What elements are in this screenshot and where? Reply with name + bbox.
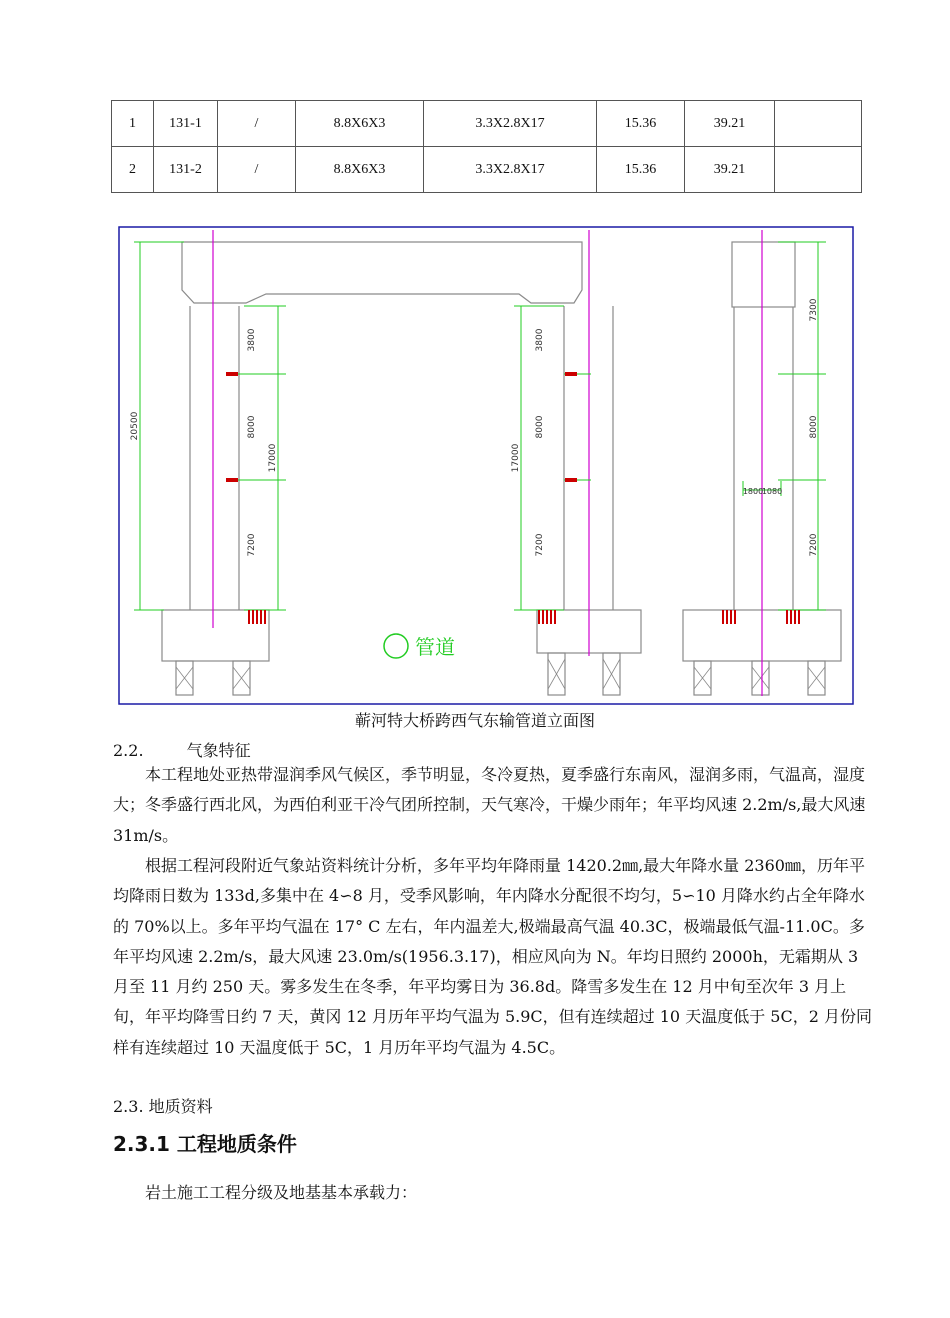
- rock-classification-intro: 岩土施工工程分级及地基基本承载力：: [145, 1183, 418, 1202]
- table-row: [112, 147, 862, 193]
- pipe-legend: [384, 634, 455, 659]
- table-cell: /: [218, 147, 296, 193]
- dim-c-right: 7200: [535, 533, 545, 557]
- dimension-labels: [130, 298, 819, 556]
- bridge-elevation-drawing: [118, 226, 854, 706]
- section-2-2-heading: [113, 738, 251, 761]
- table-cell: 2: [112, 147, 154, 193]
- table-cell: 8.8X6X3: [296, 101, 424, 147]
- section-title: 气象特征: [186, 741, 251, 760]
- left-column: [190, 306, 239, 610]
- dim-left-total: 20500: [130, 411, 140, 441]
- dim-left-col: 17000: [268, 443, 278, 473]
- section-2-3-1-heading: 2.3.1 工程地质条件: [113, 1132, 297, 1156]
- dimension-lines: [134, 242, 826, 610]
- dim-side-h1: 1800: [742, 487, 764, 496]
- figure-caption: 蕲河特大桥跨西气东输管道立面图: [354, 711, 595, 730]
- pipe-centerlines: [213, 230, 762, 696]
- dim-a-left: 3800: [247, 328, 257, 352]
- table-cell: [775, 101, 862, 147]
- table-cell: /: [218, 101, 296, 147]
- dim-b-left: 8000: [247, 415, 257, 439]
- drawing-border: [119, 227, 853, 704]
- dim-b-right: 8000: [535, 415, 545, 439]
- paragraph-text: 根据工程河段附近气象站资料统计分析，多年平均年降雨量 1420.2㎜,最大年降水量 2360㎜，历年平均降雨日数为 133d,多集中在 4∽8 月，受季风影响，年内降水分配很不均匀，5∽10 月降水约占全年降水的 70%以上。多年平均气温在 17° C 左右，年内温差大,极端最高气温 40.3C，极端最低气温-11.0C。多年平均风速 2.2m/s，最大风速 23.0m/s(1956.3.17)，相应风向为 N。年均日照约 2000h，无霜期从 3 月至 11 月约 250 天。雾多发生在冬季，年平均雾日为 36.8d。降雪多发生在 12 月中旬至次年 3 月上旬，年平均降雪日约 7 天，黄冈 12 月历年平均气温为 5.9C，但有连续超过 10 天温度低于 5C，2 月份同样有连续超过 10 天温度低于 5C，1 月历年平均气温为 4.5C。: [113, 856, 872, 1057]
- section-2-3-heading: 2.3. 地质资料: [113, 1097, 213, 1116]
- pipe-label: 管道: [415, 635, 455, 659]
- section-number: 2.2.: [113, 741, 144, 760]
- paragraph-text: 本工程地处亚热带湿润季风气候区，季节明显，冬冷夏热，夏季盛行东南风，湿润多雨，气温高，湿度大；冬季盛行西北风，为西伯利亚干冷气团所控制，天气寒冷，干燥少雨年；年平均风速 2.2m/s,最大风速 31m/s。: [113, 765, 866, 845]
- table-cell: 8.8X6X3: [296, 147, 424, 193]
- table-row: [112, 101, 862, 147]
- dim-right-col: 17000: [511, 443, 521, 473]
- pipe-circle-icon: [384, 634, 408, 658]
- table-cell: [775, 147, 862, 193]
- table-cell: 3.3X2.8X17: [424, 147, 597, 193]
- cap-beam: [182, 242, 582, 303]
- table-cell: 3.3X2.8X17: [424, 101, 597, 147]
- pier-table: [111, 100, 862, 193]
- pipe-markers: [226, 372, 800, 624]
- dim-c-left: 7200: [247, 533, 257, 557]
- dim-a-right: 3800: [535, 328, 545, 352]
- dim-side-mid: 8000: [809, 415, 819, 439]
- table-cell: 39.21: [685, 101, 775, 147]
- dim-side-h2: 1080: [761, 487, 783, 496]
- table-cell: 131-2: [154, 147, 218, 193]
- dim-side-bot: 7200: [809, 533, 819, 557]
- table-cell: 15.36: [597, 101, 685, 147]
- table-cell: 39.21: [685, 147, 775, 193]
- climate-paragraph-2: [113, 851, 873, 1063]
- table-cell: 131-1: [154, 101, 218, 147]
- table-cell: 15.36: [597, 147, 685, 193]
- table-cell: 1: [112, 101, 154, 147]
- climate-paragraph-1: [113, 760, 873, 851]
- dim-side-top: 7300: [809, 298, 819, 322]
